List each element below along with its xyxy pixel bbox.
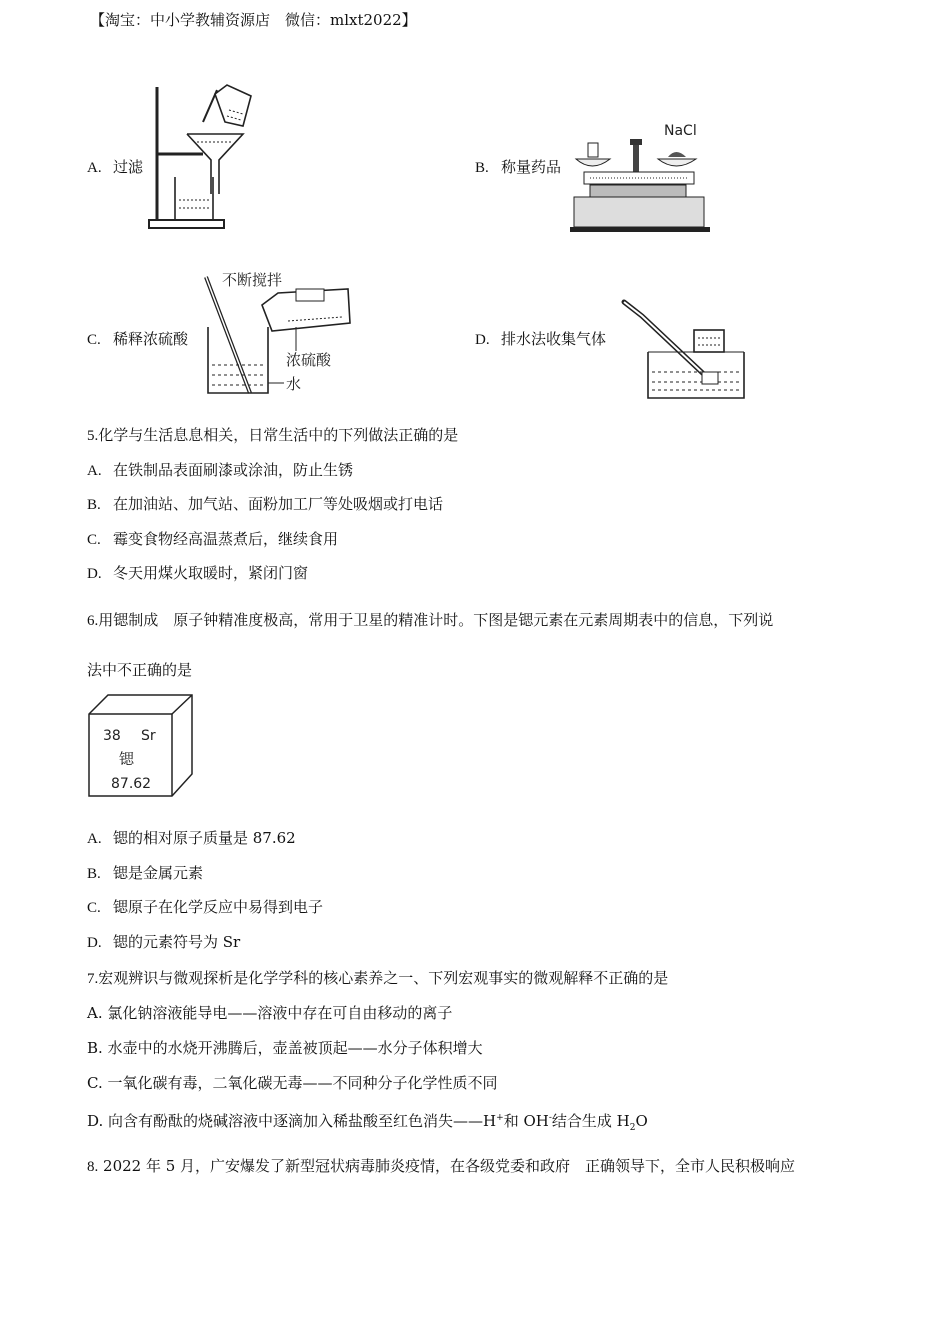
option-letter: C.	[87, 900, 101, 916]
q6-stem	[87, 610, 773, 631]
q6-stem-cont: 法中不正确的是	[87, 661, 193, 679]
q5-option-d	[87, 563, 308, 584]
atomic-mass: 87.62	[111, 776, 152, 792]
atomic-number: 38	[103, 728, 121, 744]
q5-option-b	[87, 494, 443, 515]
option-letter: B.	[475, 160, 489, 176]
element-name: 锶	[119, 750, 135, 768]
option-text: 称量药品	[501, 158, 562, 176]
question-number: 5.	[87, 428, 99, 444]
option-letter: D.	[87, 566, 102, 582]
option-text: 锶原子在化学反应中易得到电子	[113, 898, 324, 916]
question-number: 8.	[87, 1159, 99, 1175]
option-letter: D.	[87, 1112, 104, 1130]
option-text: 一氧化碳有毒，二氧化碳无毒——不同种分子化学性质不同	[107, 1074, 498, 1092]
conc-acid-label: 浓硫酸	[286, 351, 332, 369]
option-text: 稀释浓硫酸	[113, 330, 189, 348]
subscript-2: 2	[629, 1123, 636, 1133]
superscript-plus: +	[496, 1113, 504, 1123]
option-letter: A.	[87, 160, 102, 176]
superscript-minus: -	[548, 1113, 552, 1123]
question-text: 用锶制成 原子钟精准度极高，常用于卫星的精准计时。下图是锶元素在元素周期表中的信息，下列说	[98, 611, 774, 629]
q5-option-c	[87, 529, 338, 550]
option-letter: B.	[87, 497, 101, 513]
q7-option-b	[87, 1038, 483, 1058]
nacl-label: NaCl	[664, 123, 697, 139]
option-letter: B.	[87, 1039, 103, 1057]
option-text: 氯化钠溶液能导电——溶液中存在可自由移动的离子	[107, 1004, 453, 1022]
q6-option-a	[87, 828, 296, 849]
option-text-end: O	[635, 1112, 648, 1130]
q6-option-c	[87, 897, 323, 918]
option-text: 水壶中的水烧开沸腾后，壶盖被顶起——水分子体积增大	[107, 1039, 483, 1057]
q4-option-b	[475, 157, 561, 178]
q7-option-c	[87, 1073, 498, 1093]
option-text: 霉变食物经高温蒸煮后，继续食用	[113, 530, 339, 548]
option-text: 向含有酚酞的烧碱溶液中逐滴加入稀盐酸至红色消失——H	[108, 1112, 497, 1130]
option-letter: D.	[87, 935, 102, 951]
option-letter: A.	[87, 463, 102, 479]
option-letter: B.	[87, 866, 101, 882]
option-text: 锶是金属元素	[113, 864, 204, 882]
option-letter: A.	[87, 831, 102, 847]
option-text-after: 结合生成 H	[551, 1112, 630, 1130]
option-letter: C.	[87, 1074, 103, 1092]
q4-option-a	[87, 157, 143, 178]
option-letter: D.	[475, 332, 490, 348]
page-header: 【淘宝：中小学教辅资源店 微信：mlxt2022】	[90, 11, 417, 29]
option-text: 锶的元素符号为 Sr	[113, 933, 241, 951]
water-displacement-figure	[612, 292, 752, 404]
q4-option-d	[475, 329, 606, 350]
filtration-apparatus-figure	[145, 82, 260, 234]
question-text: 宏观辨识与微观探析是化学学科的核心素养之一、下列宏观事实的微观解释不正确的是	[98, 969, 669, 987]
q7-option-d	[87, 1108, 648, 1138]
option-text: 过滤	[113, 158, 144, 176]
question-number: 7.	[87, 971, 99, 987]
option-letter: C.	[87, 532, 101, 548]
question-text: 2022 年 5 月，广安爆发了新型冠状病毒肺炎疫情，在各级党委和政府 正确领导下，全市人民积极响应	[103, 1157, 796, 1175]
dilution-figure	[198, 265, 358, 400]
q8-stem	[87, 1156, 795, 1177]
option-text: 在铁制品表面刷漆或涂油，防止生锈	[113, 461, 354, 479]
q6-option-b	[87, 863, 203, 884]
q7-stem	[87, 968, 668, 989]
question-number: 6.	[87, 613, 99, 629]
option-text: 排水法收集气体	[501, 330, 607, 348]
q6-option-d	[87, 932, 240, 953]
water-label: 水	[286, 375, 302, 393]
q4-option-c	[87, 329, 188, 350]
stirring-label: 不断搅拌	[222, 271, 283, 289]
element-cell-figure	[86, 692, 196, 800]
option-text: 在加油站、加气站、面粉加工厂等处吸烟或打电话	[113, 495, 444, 513]
q5-stem	[87, 425, 458, 446]
q7-option-a	[87, 1003, 452, 1023]
question-text: 化学与生活息息相关，日常生活中的下列做法正确的是	[98, 426, 459, 444]
balance-figure	[570, 117, 710, 235]
option-text: 锶的相对原子质量是 87.62	[113, 829, 296, 847]
q5-option-a	[87, 460, 353, 481]
option-letter: A.	[87, 1004, 103, 1022]
element-symbol: Sr	[141, 728, 156, 744]
option-text: 冬天用煤火取暖时，紧闭门窗	[113, 564, 309, 582]
option-letter: C.	[87, 332, 101, 348]
option-text-mid: 和 OH	[503, 1112, 549, 1130]
